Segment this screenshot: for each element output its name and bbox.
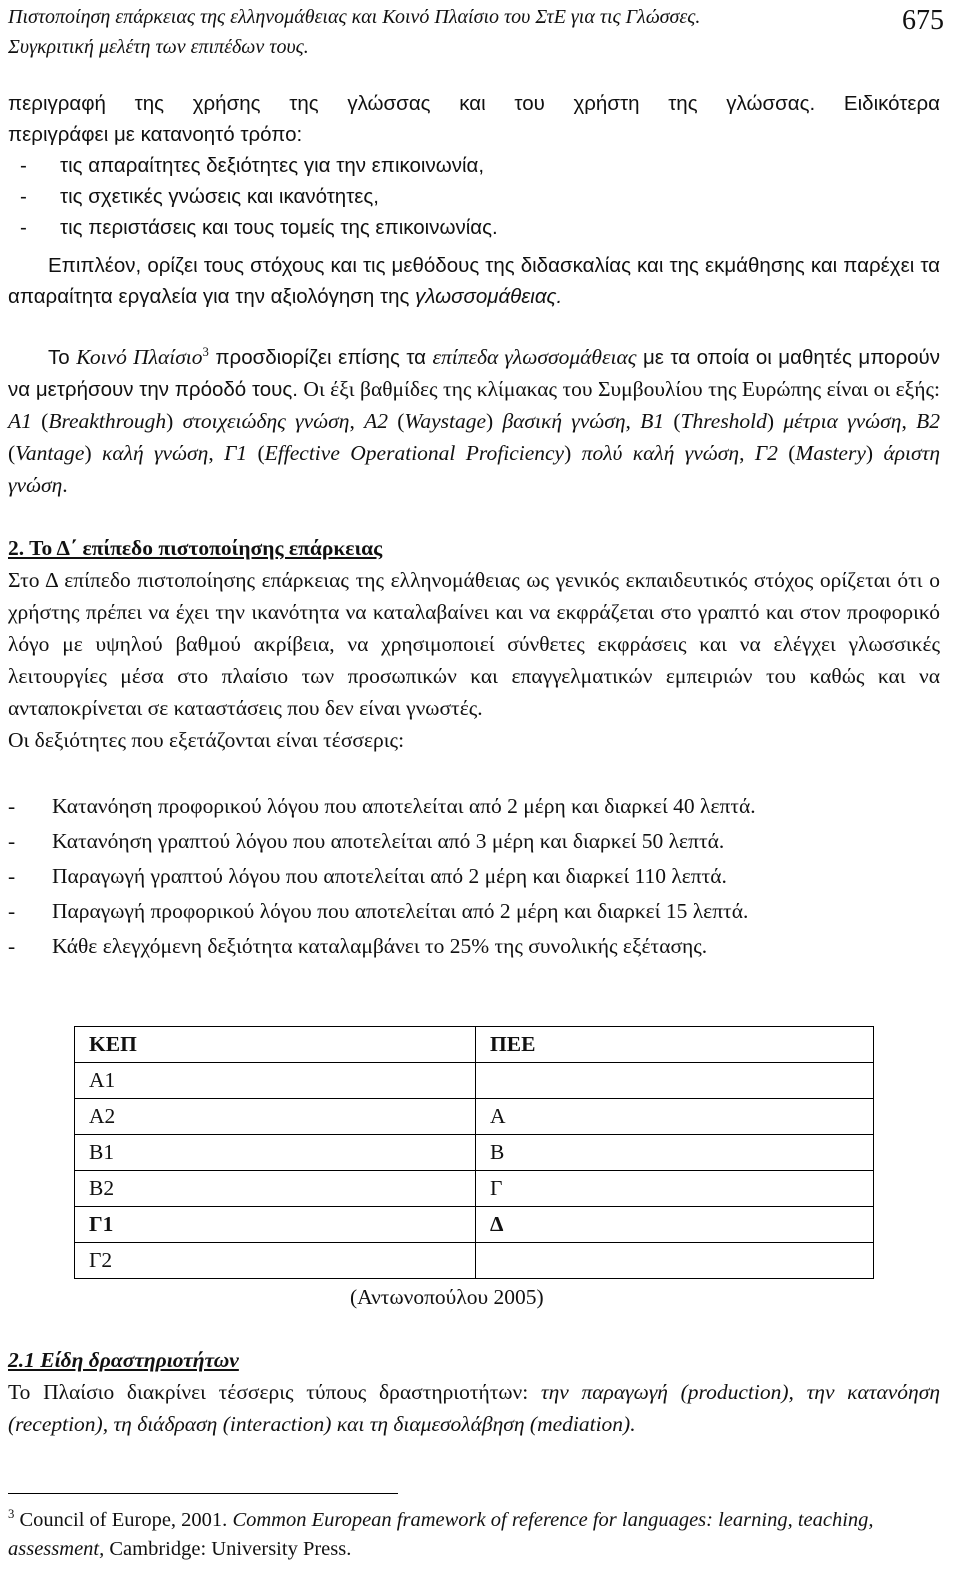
list-dash: - — [8, 829, 16, 853]
table-row — [75, 1135, 874, 1171]
list-item-text: τις περιστάσεις και τους τομείς της επικοινωνίας. — [60, 216, 498, 239]
table-cell: Γ2 — [75, 1243, 476, 1279]
table-header-cell: ΚΕΠ — [75, 1027, 476, 1063]
list-item-text: τις σχετικές γνώσεις και ικανότητες, — [60, 185, 380, 208]
table-cell — [476, 1063, 874, 1099]
table-header-cell: ΠΕΕ — [476, 1027, 874, 1063]
list-dash: - — [8, 794, 16, 818]
paragraph-text: Το Πλαίσιο διακρίνει τέσσερις τύπους δραστηριοτήτων: — [8, 1380, 541, 1404]
section-body — [8, 1376, 940, 1440]
list-item-text: Κατανόηση γραπτού λόγου που αποτελείται από 3 μέρη και διαρκεί 50 λεπτά. — [52, 829, 725, 853]
footnote-separator — [8, 1493, 398, 1494]
level-list — [8, 409, 940, 497]
section-2 — [8, 532, 940, 756]
footnote-text: Cambridge: University Press. — [104, 1538, 352, 1560]
footnote-italic-text: Common European framework of reference for languages: learning, teaching, assessment, — [8, 1509, 874, 1560]
paragraph-line: περιγράφει με κατανοητό τρόπο: — [8, 123, 303, 146]
level-item: Γ1 (Effective Operational Proficiency) πολύ καλή γνώση, — [224, 441, 755, 465]
list-dash: - — [8, 934, 16, 958]
paragraph-line: περιγραφή της χρήσης της γλώσσας και του χρήστη της γλώσσας. Ειδικότερα — [8, 92, 940, 115]
table-cell: A — [476, 1099, 874, 1135]
table-cell — [476, 1243, 874, 1279]
list-dash: - — [8, 899, 16, 923]
list-dash: - — [20, 185, 27, 208]
list-dash: - — [20, 154, 27, 177]
paragraph-text: Το — [48, 346, 77, 369]
section-2-1 — [8, 1344, 940, 1440]
header-title-line1: Πιστοποίηση επάρκειας της ελληνομάθειας και Κοινό Πλαίσιο του ΣτΕ για τις Γλώσσες. — [8, 6, 701, 28]
table-cell: A1 — [75, 1063, 476, 1099]
paragraph-italic-text: την παραγωγή (production), την κατανόηση (reception), τη διάδραση (interaction) και τη διαμεσολάβηση (mediation). — [8, 1380, 940, 1436]
paragraph-text: Οι έξι βαθμίδες της κλίμακας του Συμβουλίου της Ευρώπης είναι οι εξής: — [297, 377, 940, 401]
footnote-text: Council of Europe, 2001. — [14, 1509, 233, 1531]
list-item — [8, 181, 940, 212]
paragraph-italic-text: γλωσσομάθειας. — [415, 285, 563, 308]
level-item: A2 (Waystage) βασική γνώση, — [364, 409, 641, 433]
table-header-row — [75, 1027, 874, 1063]
list-item — [8, 895, 940, 927]
table-cell: B — [476, 1135, 874, 1171]
level-item: Γ2 (Mastery) άριστη γνώση. — [8, 441, 940, 497]
section-heading: 2. Το Δ΄ επίπεδο πιστοποίησης επάρκειας — [8, 536, 383, 560]
table-cell: B1 — [75, 1135, 476, 1171]
paragraph-italic-text: Κοινό Πλαίσιο — [76, 345, 203, 369]
paragraph-text: Επιπλέον, ορίζει τους στόχους και τις μεθόδους της διδασκαλίας και της εκμάθησης και παρέχει τα απαραίτητα εργαλεία για την αξιολόγηση της — [8, 254, 940, 308]
footnote-ref: 3 — [202, 345, 209, 360]
page-number: 675 — [902, 5, 944, 36]
running-header — [8, 2, 948, 62]
skills-list — [8, 790, 940, 962]
footnote — [8, 1506, 940, 1564]
paragraph-text: προσδιορίζει επίσης τα — [208, 346, 433, 369]
paragraph-goals — [8, 250, 940, 312]
table-source: (Αντωνοπούλου 2005) — [350, 1285, 544, 1309]
table-cell: A2 — [75, 1099, 476, 1135]
section-body: Στο Δ επίπεδο πιστοποίησης επάρκειας της ελληνομάθειας ως γενικός εκπαιδευτικός στόχος ορίζεται ότι ο χρήστης πρέπει να έχει την ικανότητα να καταλαβαίνει και να εκφράζεται στο γραπτό και στον προφορικό λόγο με υψηλού βαθμού ακρίβεια, να χρησιμοποιεί σύνθετες εκφράσεις και να ελέγχει γλωσσικές λειτουργίες μέσα στο πλαίσιο των προσωπικών και επαγγελματικών εμπειριών του καθώς και να ανταποκρίνεται σε καταστάσεις που δεν είναι γνωστές. — [8, 568, 940, 720]
table-cell: B2 — [75, 1171, 476, 1207]
list-item — [8, 860, 940, 892]
list-item-text: τις απαραίτητες δεξιότητες για την επικοινωνία, — [60, 154, 485, 177]
section-heading: 2.1 Είδη δραστηριοτήτων — [8, 1348, 239, 1372]
header-title-line2: Συγκριτική μελέτη των επιπέδων τους. — [8, 36, 309, 58]
level-comparison-table — [74, 1026, 874, 1279]
list-dash: - — [8, 864, 16, 888]
level-item: A1 (Breakthrough) στοιχειώδης γνώση, — [8, 409, 365, 433]
list-item — [8, 825, 940, 857]
skills-intro: Οι δεξιότητες που εξετάζονται είναι τέσσερις: — [8, 728, 405, 752]
list-item — [8, 150, 940, 181]
list-item-text: Παραγωγή προφορικού λόγου που αποτελείται από 2 μέρη και διαρκεί 15 λεπτά. — [52, 899, 749, 923]
paragraph-italic-text: επίπεδα γλωσσομάθειας — [432, 345, 637, 369]
table-row — [75, 1207, 874, 1243]
level-item: B1 (Threshold) μέτρια γνώση, — [640, 409, 917, 433]
list-dash: - — [20, 216, 27, 239]
table-cell: Γ — [476, 1171, 874, 1207]
list-item — [8, 930, 940, 962]
table-cell: Δ — [476, 1207, 874, 1243]
footnote-number: 3 — [8, 1507, 15, 1522]
list-item — [8, 212, 940, 243]
list-item-text: Κάθε ελεγχόμενη δεξιότητα καταλαμβάνει το 25% της συνολικής εξέτασης. — [52, 934, 708, 958]
table-cell: Γ1 — [75, 1207, 476, 1243]
list-item-text: Κατανόηση προφορικού λόγου που αποτελείται από 2 μέρη και διαρκεί 40 λεπτά. — [52, 794, 756, 818]
paragraph-levels — [8, 342, 940, 502]
table-row — [75, 1099, 874, 1135]
table-row — [75, 1243, 874, 1279]
list-item — [8, 790, 940, 822]
paragraph-usage-description — [8, 88, 940, 243]
level-item: B2 (Vantage) καλή γνώση, — [8, 409, 940, 465]
paragraph-text: με τα οποία οι μαθητές μπορούν να μετρήσουν την πρόοδό τους. — [8, 346, 940, 401]
table-row — [75, 1063, 874, 1099]
list-item-text: Παραγωγή γραπτού λόγου που αποτελείται από 2 μέρη και διαρκεί 110 λεπτά. — [52, 864, 727, 888]
table-row — [75, 1171, 874, 1207]
